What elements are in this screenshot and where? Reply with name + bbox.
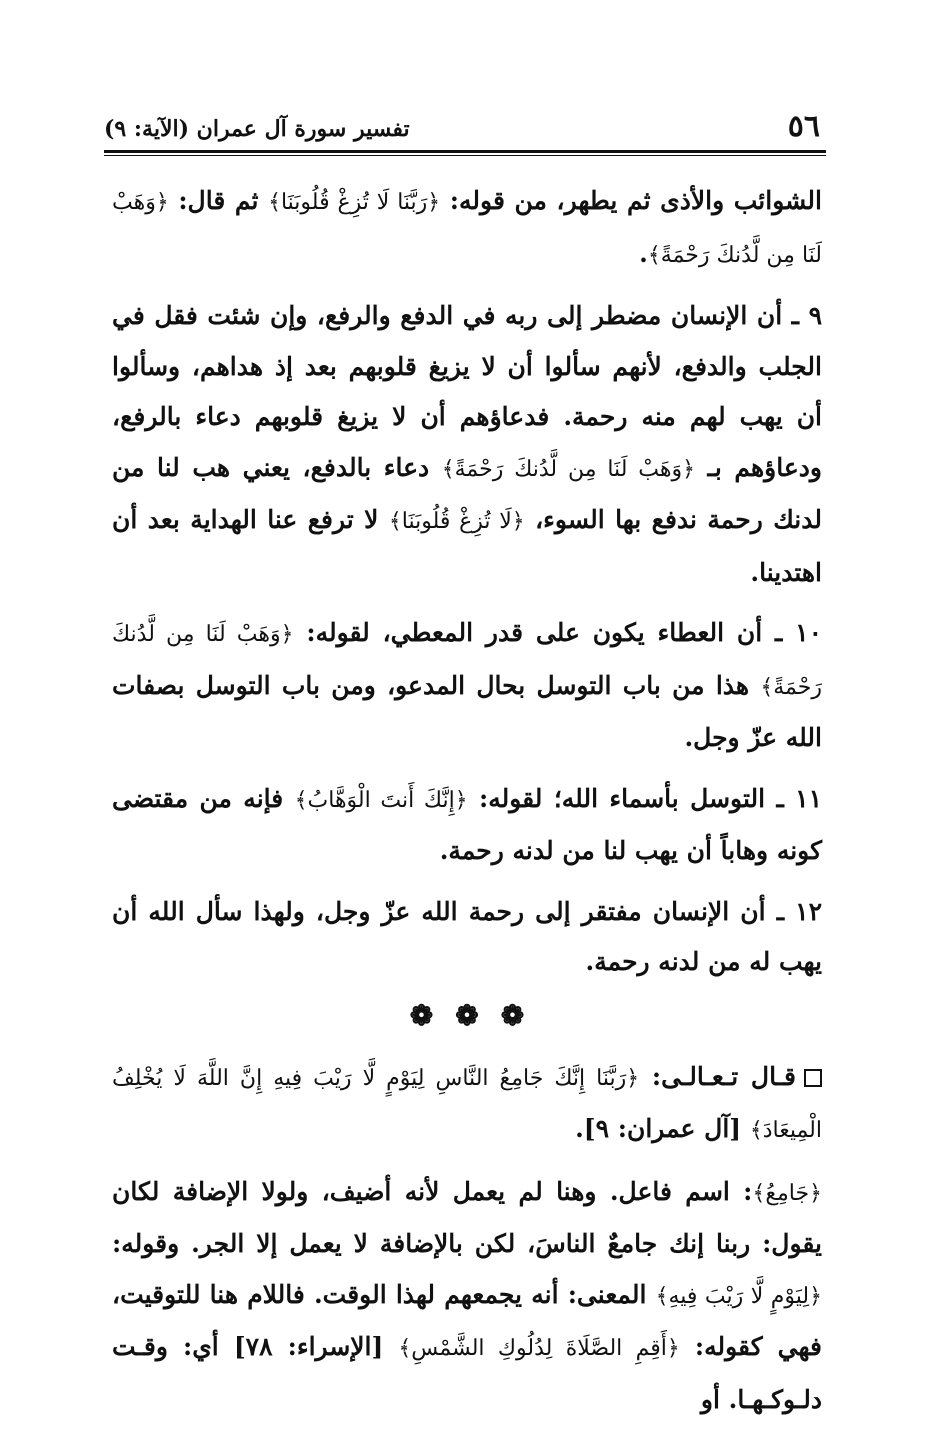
text: : اسم فاعل. وهنا لم يعمل لأنه أضيف، ولولا الإضافة لكان يقول: ربنا إنك جامعٌ الناسَ، لكن بالإضافة لا يعمل إلا الجر. وقوله:: [112, 1176, 822, 1258]
text: .: [639, 238, 648, 268]
quran-verse: ﴿وَهَبْ لَنَا مِن لَّدُنكَ رَحْمَةً﴾: [112, 622, 822, 700]
square-bullet-icon: [804, 1069, 822, 1087]
text: [الإسراء: ٧٨] أي: وقـت دلـوكـهـا. أو: [112, 1332, 822, 1414]
text: المعنى: أنه يجمعهم لهذا الوقت. فاللام هنا للتوقيت، فهي كقوله:: [112, 1279, 822, 1361]
text: ٩ ـ أن الإنسان مضطر إلى ربه في الدفع والرفع، وإن شئت فقل في الجلب والدفع، لأنهم سألوا أن لا يزيغ قلوبهم بعد إذ هداهم، وسألوا أن يهب لهم منه رحمة. فدعاؤهم أن لا يزيغ قلوبهم دعاء بالرفع، ودعاؤهم بـ: [112, 301, 822, 482]
text: ثم قال:: [168, 186, 269, 215]
running-title: تفسير سورة آل عمران (الآية: ٩): [104, 116, 410, 142]
text: الشوائب والأذى ثم يطهر، من قوله:: [440, 186, 822, 215]
text: ١٢ ـ أن الإنسان مفتقر إلى رحمة الله عزّ وجل، ولهذا سأل الله أن يهب له من لدنه رحمة.: [112, 896, 822, 976]
quran-verse: ﴿رَبَّنَا إِنَّكَ جَامِعُ النَّاسِ لِيَوْمٍ لَّا رَيْبَ فِيهِ إِنَّ اللَّهَ لَا يُخْلِفُ الْمِيعَادَ﴾: [112, 1065, 822, 1143]
page-header: [104, 109, 826, 148]
quran-verse: ﴿جَامِعُ﴾: [752, 1180, 822, 1206]
quran-verse: ﴿رَبَّنَا لَا تُزِغْ قُلُوبَنَا﴾: [268, 190, 441, 215]
paragraph-1: [112, 176, 822, 281]
header-rule: [104, 150, 826, 156]
paragraph-point-10: [112, 608, 822, 764]
text: فإنه من مقتضى كونه وهاباً أن يهب لنا من لدنه رحمة.: [112, 783, 822, 865]
quran-verse: ﴿أَقِمِ الصَّلَاةَ لِدُلُوكِ الشَّمْسِ﴾: [398, 1336, 680, 1361]
paragraph-point-12: [112, 887, 822, 988]
paragraph-verse-heading: [112, 1052, 822, 1157]
paragraph-point-11: [112, 774, 822, 877]
text: قـال تـعـالـى:: [639, 1061, 796, 1091]
body-text: [112, 176, 822, 1435]
page-number: ٥٦: [787, 109, 820, 144]
quran-verse: ﴿وَهَبْ لَنَا مِن لَّدُنكَ رَحْمَةً﴾: [441, 456, 695, 482]
text: هذا من باب التوسل بحال المدعو، ومن باب التوسل بصفات الله عزّ وجل.: [112, 670, 822, 752]
text: [آل عمران: ٩].: [575, 1114, 750, 1143]
quran-verse: ﴿لَا تُزِغْ قُلُوبَنَا﴾: [388, 509, 525, 534]
text: ١١ ـ التوسل بأسماء الله؛ لقوله:: [467, 783, 823, 813]
paragraph-commentary: [112, 1167, 822, 1426]
text: لا ترفع عنا الهداية بعد أن اهتدينا.: [112, 505, 822, 587]
quran-verse: ﴿وَهَبْ لَنَا مِن لَّدُنكَ رَحْمَةً﴾: [112, 190, 822, 268]
section-separator: ❁❁❁: [409, 998, 547, 1032]
quran-verse: ﴿إِنَّكَ أَنتَ الْوَهَّابُ﴾: [294, 787, 468, 813]
quran-verse: ﴿لِيَوْمٍ لَّا رَيْبَ فِيهِ﴾: [655, 1283, 822, 1309]
text: ١٠ ـ أن العطاء يكون على قدر المعطي، لقوله:: [293, 618, 822, 647]
paragraph-point-9: [112, 291, 822, 598]
text: دعاء بالدفع، يعني هب لنا من لدنك رحمة ندفع بها السوء،: [112, 452, 822, 534]
